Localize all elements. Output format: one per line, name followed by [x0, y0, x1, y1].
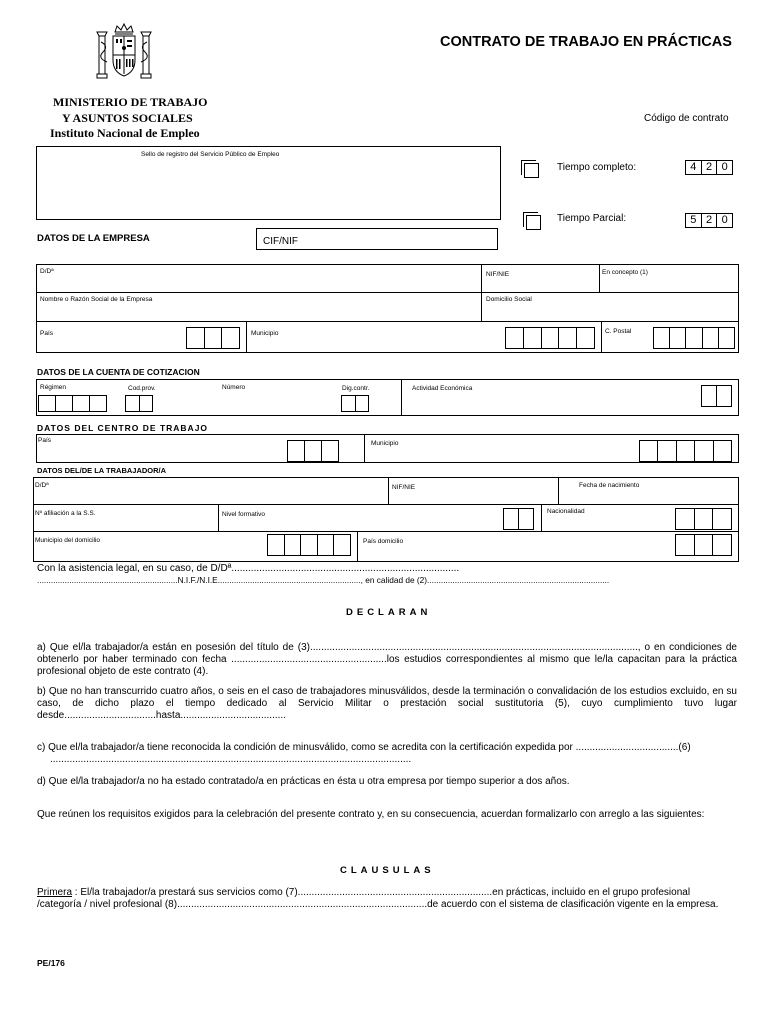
declaracion-c: c) Que el/la trabajador/a tiene reconocida la condición de minusválido, como se acredita con la certificación expedida por .....................................(6): [37, 742, 691, 753]
clausula-primera-label: Primera: [37, 887, 73, 898]
nivel-formativo-cells[interactable]: [503, 508, 534, 530]
empresa-pais-cells[interactable]: [186, 327, 240, 349]
code-digit: 5: [686, 214, 702, 227]
pais-domicilio-label: País domicilio: [363, 538, 404, 545]
declaracion-d: d) Que el/la trabajador/a no ha estado contratado/a en prácticas en ésta u otra empresa por tiempo superior a dos años.: [37, 776, 570, 787]
empresa-municipio-cells[interactable]: [505, 327, 595, 349]
centro-municipio-cells[interactable]: [639, 440, 732, 462]
full-time-checkbox[interactable]: [524, 163, 539, 178]
actividad-label: Actividad Económica: [412, 385, 473, 392]
centro-municipio-label: Municipio: [371, 440, 399, 447]
centro-pais-label: País: [38, 437, 52, 444]
code-digit: 4: [686, 161, 702, 174]
part-time-checkbox[interactable]: [526, 215, 541, 230]
part-time-label: Tiempo Parcial:: [557, 213, 627, 224]
en-concepto-label: En concepto (1): [602, 269, 648, 276]
code-digit: 0: [721, 214, 728, 226]
declaracion-b: b) Que no han transcurrido cuatro años, o seis en el caso de trabajadores minusválidos, desde la terminación o convalidación de los estudios excluido, en su caso, de dicho plazo el tiempo dedicado al Servicio Militar o prestación social sustitutoria (5), cuyo cumplimiento tuvo lugar desde.................................hasta......................................: [37, 686, 737, 721]
ministry-line-2: Y ASUNTOS SOCIALES: [62, 111, 193, 125]
coat-of-arms-icon: [95, 22, 153, 84]
empresa-dd-label: D/Dª: [40, 268, 54, 275]
empresa-pais-label: País: [40, 330, 54, 337]
digcontr-cells[interactable]: [341, 395, 369, 412]
full-time-code: [685, 160, 733, 175]
contract-code-label: Código de contrato: [644, 113, 729, 124]
nacionalidad-cells[interactable]: [675, 508, 732, 530]
actividad-cells[interactable]: [701, 385, 732, 407]
cpostal-label: C. Postal: [605, 328, 632, 335]
codprov-cells[interactable]: [125, 395, 153, 412]
afiliacion-label: Nº afiliación a la S.S.: [35, 510, 96, 517]
full-time-label: Tiempo completo:: [557, 162, 637, 173]
declaran-title: DECLARAN: [346, 607, 432, 618]
code-digit: 0: [721, 161, 728, 173]
code-digit: 2: [702, 161, 718, 174]
cpostal-cells[interactable]: [653, 327, 735, 349]
centro-table: [36, 434, 739, 463]
part-time-code: [685, 213, 733, 228]
razon-social-label: Nombre o Razón Social de la Empresa: [40, 296, 153, 303]
clausula-primera: [37, 887, 737, 911]
section-title-empresa: DATOS DE LA EMPRESA: [37, 233, 150, 244]
regimen-label: Régimen: [40, 384, 67, 391]
declaracion-c-dots: ..................................................................................................................................: [50, 754, 412, 765]
trabajador-nif-label: NIF/NIE: [392, 484, 416, 491]
stamp-label: Sello de registro del Servicio Público de Empleo: [141, 151, 280, 158]
domicilio-social-label: Domicilio Social: [486, 296, 532, 303]
numero-label: Número: [222, 384, 246, 391]
declaracion-conclusion: Que reúnen los requisitos exigidos para la celebración del presente contrato y, en su consecuencia, acuerdan formalizarlo con arreglo a las siguientes:: [37, 809, 705, 820]
empresa-nif-label: NIF/NIE: [486, 271, 510, 278]
municipio-domicilio-cells[interactable]: [267, 534, 351, 556]
clausulas-title: CLAUSULAS: [340, 865, 435, 876]
trabajador-dd-label: D/Dª: [35, 482, 49, 489]
nivel-formativo-label: Nivel formativo: [222, 511, 265, 518]
municipio-domicilio-label: Municipio del domicilio: [35, 537, 101, 544]
form-code: PE/176: [37, 958, 65, 968]
nacionalidad-label: Nacionalidad: [547, 508, 585, 515]
institute-name: Instituto Nacional de Empleo: [50, 126, 200, 140]
cif-field[interactable]: [256, 228, 498, 250]
codprov-label: Cod.prov.: [128, 385, 156, 392]
fecha-nacimiento-label: Fecha de nacimiento: [579, 482, 640, 489]
section-title-centro: DATOS DEL CENTRO DE TRABAJO: [37, 423, 209, 433]
pais-domicilio-cells[interactable]: [675, 534, 732, 556]
declaracion-a: a) Que el/la trabajador/a están en posesión del título de (3)......................................................................................................................, o en condiciones de obtenerlo por haber terminado con fecha ........................................................los estudios correspondientes al mismo que le/la capacitan para la práctica profesional objeto de este contrato (4).: [37, 642, 737, 677]
asistencia-line-2: .............................................................N.I.F./N.I.E.............................................................., en calidad de (2)...............................................................................: [37, 575, 610, 585]
trabajador-table: [33, 477, 739, 562]
code-digit: 2: [702, 214, 718, 227]
empresa-municipio-label: Municipio: [251, 330, 279, 337]
document-title: CONTRATO DE TRABAJO EN PRÁCTICAS: [440, 34, 732, 50]
registry-stamp-box: [36, 146, 501, 220]
digcontr-label: Dig.contr.: [342, 385, 370, 392]
section-title-cotizacion: DATOS DE LA CUENTA DE COTIZACION: [37, 367, 200, 377]
empresa-table: [36, 264, 739, 353]
centro-pais-cells[interactable]: [287, 440, 339, 462]
ministry-line-1: MINISTERIO DE TRABAJO: [53, 95, 208, 109]
regimen-cells[interactable]: [38, 395, 107, 412]
clausula-primera-text: : El/la trabajador/a prestará sus servicios como (7)......................................................................en prácticas, incluido en el grupo profesional /categoría / nivel profesional (8)..........................................................................................de acuerdo con el sistema de clasificación vigente en la empresa.: [37, 887, 719, 910]
asistencia-line-1: Con la asistencia legal, en su caso, de D/Dª..................................................................................: [37, 563, 460, 574]
cif-label: CIF/NIF: [263, 236, 298, 247]
section-title-trabajador: DATOS DEL/DE LA TRABAJADOR/A: [37, 466, 167, 475]
